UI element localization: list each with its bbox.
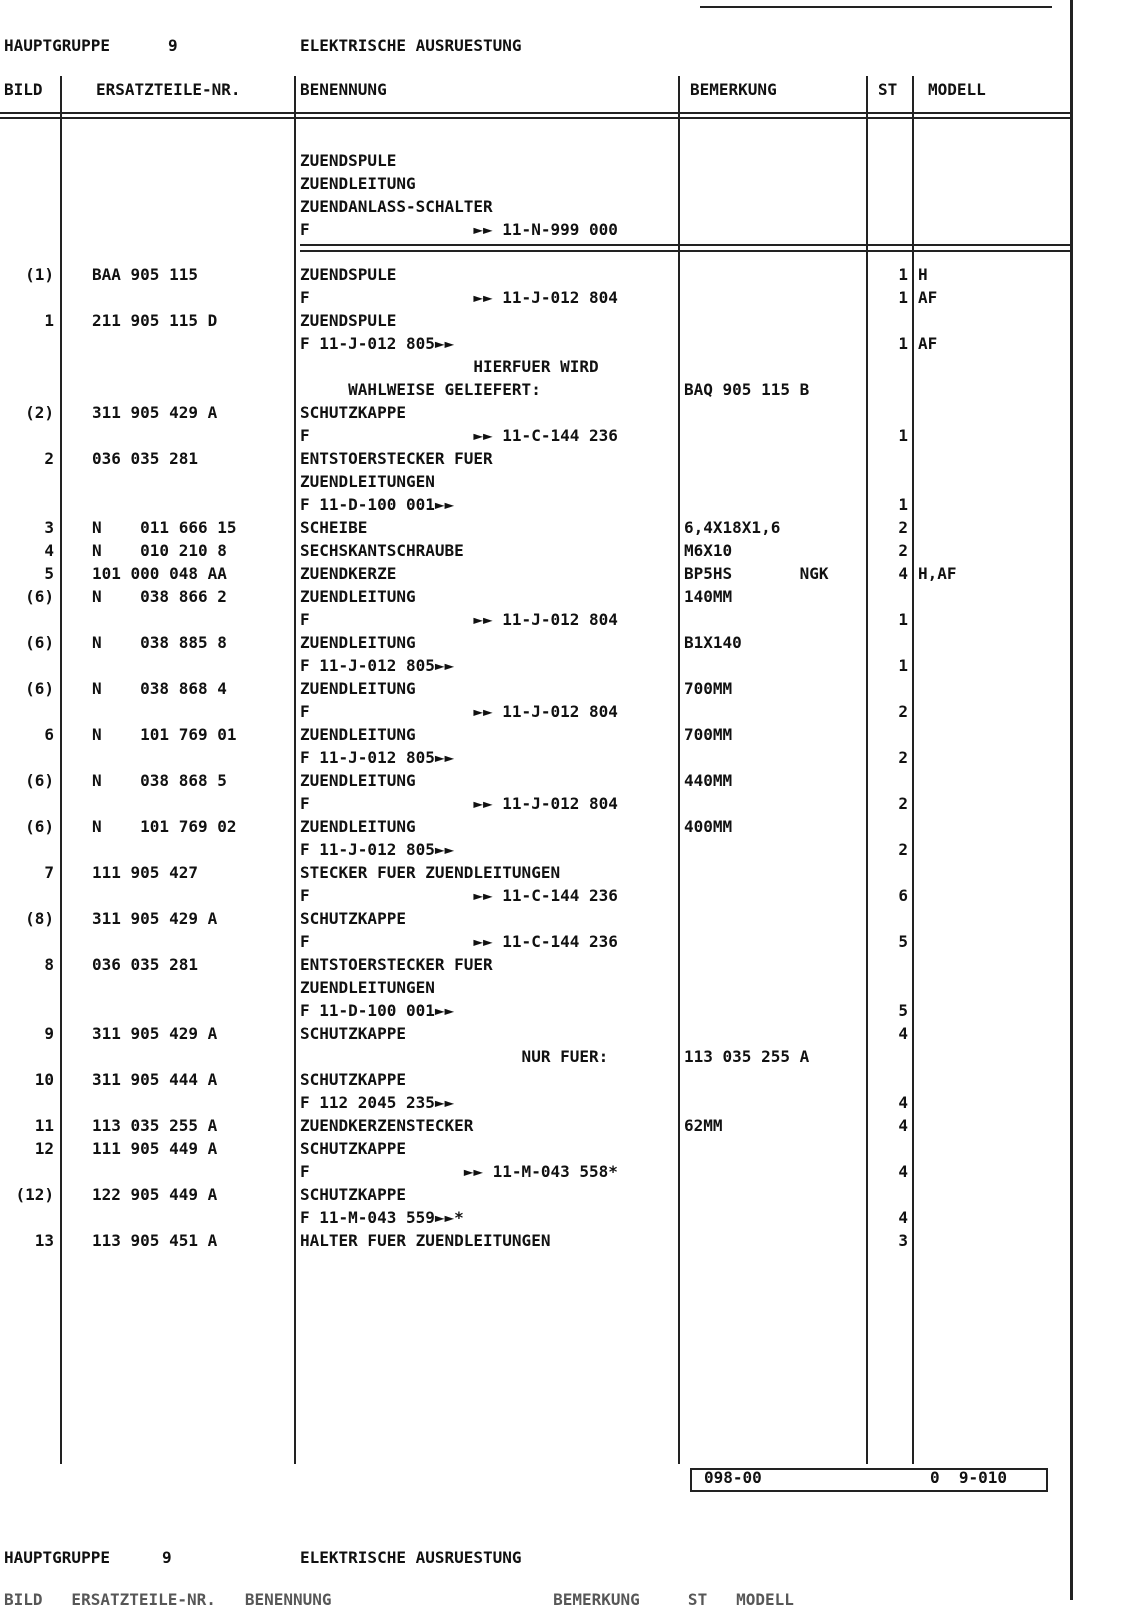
cell-st: 2 bbox=[898, 840, 908, 859]
cell-part-number: 311 905 429 A bbox=[92, 909, 218, 928]
cell-bild: 2 bbox=[44, 449, 54, 468]
intro-rule-1 bbox=[300, 244, 1070, 246]
cell-st: 1 bbox=[898, 656, 908, 675]
cell-bild: 1 bbox=[44, 311, 54, 330]
next-columns-cut: BILD ERSATZTEILE-NR. BENENNUNG BEMERKUNG ST MODELL bbox=[4, 1590, 794, 1609]
cell-part-number: N 010 210 8 bbox=[92, 541, 227, 560]
cell-benennung: ZUENDLEITUNGEN bbox=[300, 472, 435, 491]
header-rule-1 bbox=[0, 112, 1070, 114]
cell-part-number: N 038 866 2 bbox=[92, 587, 227, 606]
intro-line: ZUENDLEITUNG bbox=[300, 174, 416, 193]
col-sep-2 bbox=[294, 76, 296, 1464]
cell-bemerkung: 400MM bbox=[684, 817, 733, 836]
cell-benennung: WAHLWEISE GELIEFERT: bbox=[300, 380, 541, 399]
col-sep-5 bbox=[912, 76, 914, 1464]
cell-st: 4 bbox=[898, 564, 908, 583]
cell-benennung: HIERFUER WIRD bbox=[300, 357, 599, 376]
cell-part-number: 311 905 444 A bbox=[92, 1070, 218, 1089]
cell-bemerkung: 140MM bbox=[684, 587, 733, 606]
cell-bild: 11 bbox=[34, 1116, 54, 1135]
intro-rule-2 bbox=[300, 250, 1070, 252]
right-border bbox=[1070, 0, 1073, 1600]
cell-st: 4 bbox=[898, 1162, 908, 1181]
cell-benennung: ZUENDLEITUNG bbox=[300, 817, 416, 836]
cell-benennung: F 11-J-012 805►► bbox=[300, 334, 455, 353]
cell-bild: 6 bbox=[44, 725, 54, 744]
cell-part-number: 122 905 449 A bbox=[92, 1185, 218, 1204]
cell-bild: (8) bbox=[25, 909, 54, 928]
cell-modell: AF bbox=[918, 334, 938, 353]
cell-part-number: 311 905 429 A bbox=[92, 403, 218, 422]
top-right-rule bbox=[700, 6, 1052, 8]
cell-benennung: ZUENDLEITUNG bbox=[300, 679, 416, 698]
cell-st: 5 bbox=[898, 932, 908, 951]
cell-bild: (6) bbox=[25, 817, 54, 836]
cell-benennung: F 11-J-012 805►► bbox=[300, 656, 455, 675]
next-group-number: 9 bbox=[162, 1548, 172, 1567]
cell-benennung: F ►► 11-J-012 804 bbox=[300, 610, 618, 629]
col-header-st: ST bbox=[878, 80, 898, 99]
cell-st: 1 bbox=[898, 288, 908, 307]
cell-part-number: BAA 905 115 bbox=[92, 265, 198, 284]
cell-modell: H,AF bbox=[918, 564, 957, 583]
cell-benennung: F 11-D-100 001►► bbox=[300, 1001, 455, 1020]
cell-benennung: ZUENDSPULE bbox=[300, 265, 397, 284]
cell-benennung: ZUENDLEITUNGEN bbox=[300, 978, 435, 997]
cell-bemerkung: B1X140 bbox=[684, 633, 742, 652]
cell-bemerkung: 6,4X18X1,6 bbox=[684, 518, 781, 537]
cell-st: 4 bbox=[898, 1093, 908, 1112]
cell-modell: AF bbox=[918, 288, 938, 307]
cell-benennung: SCHUTZKAPPE bbox=[300, 1070, 406, 1089]
cell-st: 2 bbox=[898, 518, 908, 537]
footer-page-ref: 0 9-010 bbox=[930, 1468, 1008, 1487]
cell-bild: 8 bbox=[44, 955, 54, 974]
cell-st: 5 bbox=[898, 1001, 908, 1020]
cell-bemerkung: 440MM bbox=[684, 771, 733, 790]
cell-st: 3 bbox=[898, 1231, 908, 1250]
cell-part-number: 113 905 451 A bbox=[92, 1231, 218, 1250]
cell-bild: (6) bbox=[25, 679, 54, 698]
cell-benennung: F ►► 11-C-144 236 bbox=[300, 932, 618, 951]
cell-bemerkung: 700MM bbox=[684, 679, 733, 698]
cell-benennung: F 11-D-100 001►► bbox=[300, 495, 455, 514]
cell-st: 4 bbox=[898, 1116, 908, 1135]
cell-part-number: N 038 885 8 bbox=[92, 633, 227, 652]
cell-part-number: 036 035 281 bbox=[92, 449, 198, 468]
cell-benennung: ZUENDKERZENSTECKER bbox=[300, 1116, 474, 1135]
cell-part-number: 311 905 429 A bbox=[92, 1024, 218, 1043]
cell-bild: (2) bbox=[25, 403, 54, 422]
cell-benennung: ZUENDLEITUNG bbox=[300, 725, 416, 744]
cell-benennung: NUR FUER: bbox=[300, 1047, 609, 1066]
cell-bild: (6) bbox=[25, 633, 54, 652]
col-sep-4 bbox=[866, 76, 868, 1464]
cell-bild: 4 bbox=[44, 541, 54, 560]
cell-benennung: ZUENDLEITUNG bbox=[300, 633, 416, 652]
cell-st: 2 bbox=[898, 748, 908, 767]
col-sep-3 bbox=[678, 76, 680, 1464]
cell-benennung: SECHSKANTSCHRAUBE bbox=[300, 541, 464, 560]
cell-bemerkung: 113 035 255 A bbox=[684, 1047, 810, 1066]
cell-st: 1 bbox=[898, 334, 908, 353]
cell-benennung: HALTER FUER ZUENDLEITUNGEN bbox=[300, 1231, 551, 1250]
cell-st: 4 bbox=[898, 1024, 908, 1043]
cell-bild: 10 bbox=[34, 1070, 54, 1089]
group-number: 9 bbox=[168, 36, 178, 55]
cell-bild: (6) bbox=[25, 587, 54, 606]
cell-bild: (6) bbox=[25, 771, 54, 790]
col-header-benennung: BENENNUNG bbox=[300, 80, 387, 99]
col-header-bild: BILD bbox=[4, 80, 43, 99]
cell-bild: 9 bbox=[44, 1024, 54, 1043]
cell-bemerkung: BAQ 905 115 B bbox=[684, 380, 810, 399]
cell-bild: 13 bbox=[34, 1231, 54, 1250]
col-header-modell: MODELL bbox=[928, 80, 986, 99]
intro-line: ZUENDSPULE bbox=[300, 151, 397, 170]
cell-st: 1 bbox=[898, 265, 908, 284]
cell-bemerkung: 62MM bbox=[684, 1116, 723, 1135]
cell-st: 1 bbox=[898, 426, 908, 445]
cell-part-number: 113 035 255 A bbox=[92, 1116, 218, 1135]
cell-st: 6 bbox=[898, 886, 908, 905]
cell-benennung: SCHUTZKAPPE bbox=[300, 1139, 406, 1158]
cell-bemerkung: M6X10 bbox=[684, 541, 733, 560]
col-header-bemerkung: BEMERKUNG bbox=[690, 80, 777, 99]
cell-benennung: SCHUTZKAPPE bbox=[300, 1185, 406, 1204]
cell-st: 2 bbox=[898, 794, 908, 813]
cell-part-number: 211 905 115 D bbox=[92, 311, 218, 330]
cell-benennung: F 11-J-012 805►► bbox=[300, 840, 455, 859]
cell-part-number: N 038 868 4 bbox=[92, 679, 227, 698]
cell-benennung: ZUENDKERZE bbox=[300, 564, 397, 583]
cell-bild: 3 bbox=[44, 518, 54, 537]
cell-benennung: F ►► 11-C-144 236 bbox=[300, 886, 618, 905]
cell-benennung: F ►► 11-J-012 804 bbox=[300, 794, 618, 813]
cell-benennung: SCHUTZKAPPE bbox=[300, 1024, 406, 1043]
cell-st: 1 bbox=[898, 610, 908, 629]
group-title: ELEKTRISCHE AUSRUESTUNG bbox=[300, 36, 522, 55]
header-rule-2 bbox=[0, 117, 1070, 119]
cell-st: 1 bbox=[898, 495, 908, 514]
cell-benennung: SCHEIBE bbox=[300, 518, 368, 537]
cell-benennung: F ►► 11-J-012 804 bbox=[300, 288, 618, 307]
cell-benennung: ZUENDSPULE bbox=[300, 311, 397, 330]
cell-part-number: 111 905 449 A bbox=[92, 1139, 218, 1158]
cell-benennung: ZUENDLEITUNG bbox=[300, 771, 416, 790]
cell-part-number: N 101 769 01 bbox=[92, 725, 237, 744]
cell-part-number: N 011 666 15 bbox=[92, 518, 237, 537]
cell-benennung: F 11-J-012 805►► bbox=[300, 748, 455, 767]
cell-benennung: SCHUTZKAPPE bbox=[300, 909, 406, 928]
cell-bild: 7 bbox=[44, 863, 54, 882]
cell-bild: (12) bbox=[15, 1185, 54, 1204]
next-group-label: HAUPTGRUPPE bbox=[4, 1548, 110, 1567]
col-sep-1 bbox=[60, 76, 62, 1464]
cell-bild: (1) bbox=[25, 265, 54, 284]
footer-page-code: 098-00 bbox=[704, 1468, 762, 1487]
cell-benennung: F ►► 11-M-043 558* bbox=[300, 1162, 618, 1181]
cell-benennung: F ►► 11-J-012 804 bbox=[300, 702, 618, 721]
cell-st: 2 bbox=[898, 541, 908, 560]
intro-line: ZUENDANLASS-SCHALTER bbox=[300, 197, 493, 216]
cell-benennung: ENTSTOERSTECKER FUER bbox=[300, 449, 493, 468]
intro-line: F ►► 11-N-999 000 bbox=[300, 220, 618, 239]
cell-bemerkung: 700MM bbox=[684, 725, 733, 744]
cell-modell: H bbox=[918, 265, 928, 284]
cell-benennung: F 112 2045 235►► bbox=[300, 1093, 455, 1112]
cell-part-number: 111 905 427 bbox=[92, 863, 198, 882]
cell-part-number: N 038 868 5 bbox=[92, 771, 227, 790]
next-group-title: ELEKTRISCHE AUSRUESTUNG bbox=[300, 1548, 522, 1567]
cell-part-number: N 101 769 02 bbox=[92, 817, 237, 836]
group-label: HAUPTGRUPPE bbox=[4, 36, 110, 55]
cell-part-number: 036 035 281 bbox=[92, 955, 198, 974]
col-header-ersatzteile: ERSATZTEILE-NR. bbox=[96, 80, 241, 99]
cell-benennung: ZUENDLEITUNG bbox=[300, 587, 416, 606]
cell-st: 2 bbox=[898, 702, 908, 721]
cell-bild: 5 bbox=[44, 564, 54, 583]
cell-benennung: STECKER FUER ZUENDLEITUNGEN bbox=[300, 863, 561, 882]
cell-st: 4 bbox=[898, 1208, 908, 1227]
cell-bild: 12 bbox=[34, 1139, 54, 1158]
cell-bemerkung: BP5HS NGK bbox=[684, 564, 829, 583]
cell-benennung: ENTSTOERSTECKER FUER bbox=[300, 955, 493, 974]
cell-part-number: 101 000 048 AA bbox=[92, 564, 227, 583]
cell-benennung: F 11-M-043 559►►* bbox=[300, 1208, 464, 1227]
cell-benennung: F ►► 11-C-144 236 bbox=[300, 426, 618, 445]
cell-benennung: SCHUTZKAPPE bbox=[300, 403, 406, 422]
